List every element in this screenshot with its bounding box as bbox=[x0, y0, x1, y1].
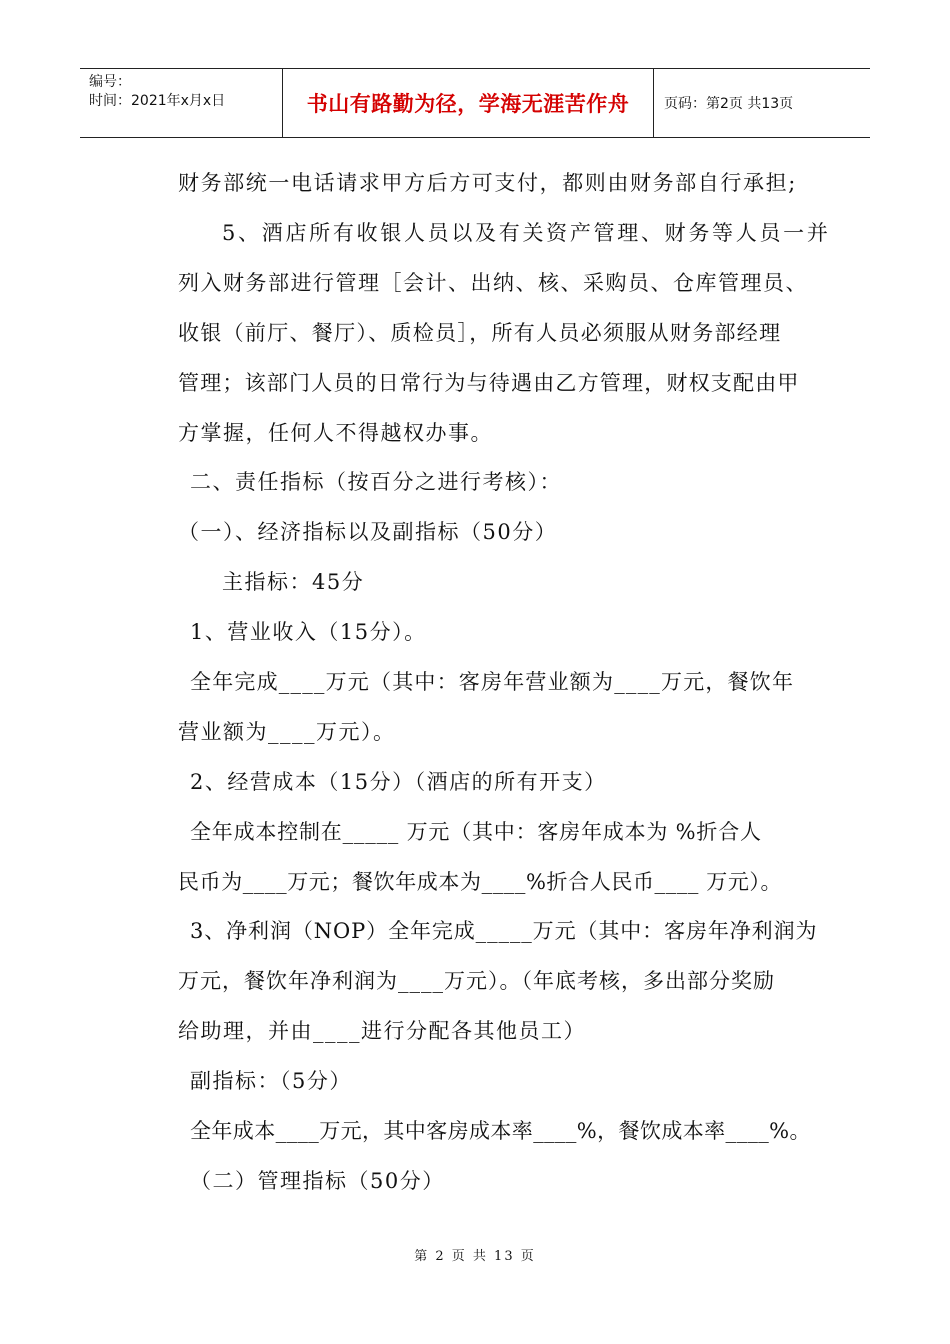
body-line-1: 财务部统一电话请求甲方后方可支付，都则由财务部自行承担; bbox=[178, 171, 797, 195]
item-net-profit: 3、净利润（NOP）全年完成_____万元（其中：客房年净利润为 bbox=[190, 919, 818, 943]
body-line-profit-2: 给助理，并由____进行分配各其他员工） bbox=[178, 1019, 586, 1043]
sub-indicator-label: 副指标：（5分） bbox=[190, 1069, 352, 1093]
body-line-cost-2: 民币为____万元；餐饮年成本为____%折合人民币____ 万元）。 bbox=[178, 870, 783, 894]
body-line-6: 方掌握，任何人不得越权办事。 bbox=[178, 421, 493, 445]
section-heading-2: 二、责任指标（按百分之进行考核）： bbox=[190, 470, 562, 494]
body-line-4: 收银（前厅、餐厅）、质检员］，所有人员必须服从财务部经理 bbox=[178, 321, 782, 345]
item-revenue: 1、营业收入（15分）。 bbox=[190, 620, 427, 644]
body-line-sub-indicator: 全年成本____万元，其中客房成本率____%，餐饮成本率____%。 bbox=[190, 1119, 811, 1143]
subsection-heading-2: （二）管理指标（50分） bbox=[190, 1169, 445, 1193]
subsection-heading-1: （一）、经济指标以及副指标（50分） bbox=[178, 520, 558, 544]
page-header bbox=[80, 68, 870, 138]
header-motto: 书山有路勤为径，学海无涯苦作舟 bbox=[306, 92, 630, 116]
body-line-5: 管理；该部门人员的日常行为与待遇由乙方管理，财权支配由甲 bbox=[178, 371, 800, 395]
body-line-profit-1: 万元，餐饮年净利润为____万元）。（年底考核，多出部分奖励 bbox=[178, 969, 775, 993]
main-indicator-label: 主指标：45分 bbox=[222, 570, 365, 594]
body-line-revenue-2: 营业额为____万元）。 bbox=[178, 720, 396, 744]
body-line-3: 列入财务部进行管理［会计、出纳、核、采购员、仓库管理员、 bbox=[178, 271, 808, 295]
body-line-cost-1: 全年成本控制在_____ 万元（其中：客房年成本为 %折合人 bbox=[190, 820, 762, 844]
page-footer: 第 2 页 共 13 页 bbox=[414, 1249, 536, 1264]
body-line-2: 5、酒店所有收银人员以及有关资产管理、财务等人员一并 bbox=[222, 221, 831, 245]
header-motto-cell bbox=[282, 69, 654, 137]
header-meta bbox=[80, 69, 282, 137]
document-time-label: 时间：2021年x月x日 bbox=[89, 93, 226, 109]
body-line-revenue-1: 全年完成____万元（其中：客房年营业额为____万元，餐饮年 bbox=[190, 670, 795, 694]
header-page-info: 页码：第2页 共13页 bbox=[664, 96, 794, 112]
document-number-label: 编号： bbox=[89, 74, 131, 90]
item-operating-cost: 2、经营成本（15分）（酒店的所有开支） bbox=[190, 770, 607, 794]
